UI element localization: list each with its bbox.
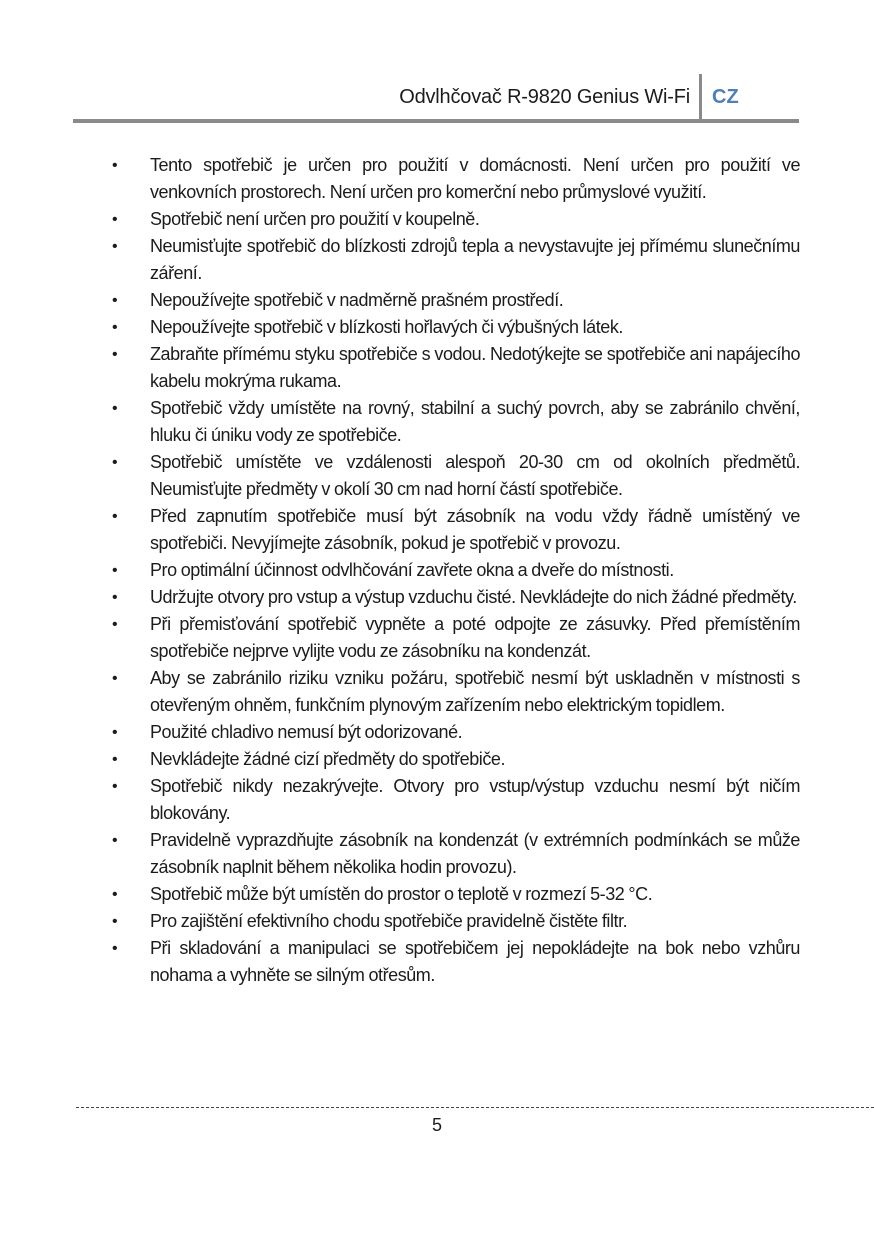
instruction-list (112, 152, 800, 989)
list-item-text: Spotřebič nikdy nezakrývejte. Otvory pro vstup/výstup vzduchu nesmí být ničím blokovány. (150, 776, 800, 823)
bullet-icon: • (112, 319, 118, 336)
list-item (112, 557, 800, 584)
list-item (112, 908, 800, 935)
footer-rule (76, 1107, 874, 1108)
bullet-icon: • (112, 886, 118, 903)
bullet-icon: • (112, 778, 118, 795)
list-item-text: Zabraňte přímému styku spotřebiče s vodou. Nedotýkejte se spotřebiče ani napájecího kabelu mokrýma rukama. (150, 344, 800, 391)
bullet-icon: • (112, 670, 118, 687)
list-item-text: Pro optimální účinnost odvlhčování zavřete okna a dveře do místnosti. (150, 560, 674, 580)
list-item-text: Při skladování a manipulaci se spotřebičem jej nepokládejte na bok nebo vzhůru nohama a vyhněte se silným otřesům. (150, 938, 800, 985)
list-item-text: Spotřebič vždy umístěte na rovný, stabilní a suchý povrch, aby se zabránilo chvění, hluku či úniku vody ze spotřebiče. (150, 398, 800, 445)
list-item-text: Před zapnutím spotřebiče musí být zásobník na vodu vždy řádně umístěný ve spotřebiči. Nevyjímejte zásobník, pokud je spotřebič v provozu. (150, 506, 800, 553)
safety-instructions (112, 152, 800, 989)
bullet-icon: • (112, 616, 118, 633)
document-title: Odvlhčovač R-9820 Genius Wi-Fi (399, 86, 690, 108)
list-item-text: Nepoužívejte spotřebič v blízkosti hořlavých či výbušných látek. (150, 317, 623, 337)
list-item (112, 719, 800, 746)
bullet-icon: • (112, 508, 118, 525)
list-item (112, 827, 800, 881)
list-item-text: Použité chladivo nemusí být odorizované. (150, 722, 463, 742)
list-item-text: Aby se zabránilo riziku vzniku požáru, spotřebič nesmí být uskladněn v místnosti s otevřeným ohněm, funkčním plynovým zařízením nebo elektrickým topidlem. (150, 668, 800, 715)
list-item-text: Nepoužívejte spotřebič v nadměrně prašném prostředí. (150, 290, 564, 310)
list-item (112, 611, 800, 665)
list-item (112, 287, 800, 314)
list-item (112, 206, 800, 233)
list-item-text: Pro zajištění efektivního chodu spotřebiče pravidelně čistěte filtr. (150, 911, 628, 931)
language-code: CZ (712, 86, 739, 108)
list-item (112, 314, 800, 341)
list-item-text: Spotřebič není určen pro použití v koupelně. (150, 209, 480, 229)
list-item (112, 503, 800, 557)
bullet-icon: • (112, 454, 118, 471)
list-item (112, 233, 800, 287)
list-item-text: Nevkládejte žádné cizí předměty do spotřebiče. (150, 749, 506, 769)
bullet-icon: • (112, 400, 118, 417)
bullet-icon: • (112, 832, 118, 849)
bullet-icon: • (112, 913, 118, 930)
bullet-icon: • (112, 346, 118, 363)
list-item-text: Pravidelně vyprazdňujte zásobník na kondenzát (v extrémních podmínkách se může zásobník naplnit během několika hodin provozu). (150, 830, 800, 877)
header-separator (699, 74, 702, 120)
list-item-text: Udržujte otvory pro vstup a výstup vzduchu čisté. Nevkládejte do nich žádné předměty. (150, 587, 797, 607)
list-item (112, 935, 800, 989)
header-rule (73, 119, 799, 123)
list-item-text: Tento spotřebič je určen pro použití v domácnosti. Není určen pro použití ve venkovních prostorech. Není určen pro komerční nebo průmyslové využití. (150, 155, 800, 202)
list-item (112, 773, 800, 827)
list-item-text: Spotřebič může být umístěn do prostor o teplotě v rozmezí 5-32 °C. (150, 884, 653, 904)
bullet-icon: • (112, 211, 118, 228)
list-item (112, 746, 800, 773)
bullet-icon: • (112, 562, 118, 579)
bullet-icon: • (112, 157, 118, 174)
bullet-icon: • (112, 292, 118, 309)
bullet-icon: • (112, 724, 118, 741)
list-item (112, 152, 800, 206)
list-item-text: Při přemisťování spotřebič vypněte a poté odpojte ze zásuvky. Před přemístěním spotřebiče nejprve vylijte vodu ze zásobníku na kondenzát. (150, 614, 800, 661)
page-number: 5 (431, 1115, 442, 1135)
list-item (112, 881, 800, 908)
list-item (112, 341, 800, 395)
list-item (112, 395, 800, 449)
bullet-icon: • (112, 751, 118, 768)
bullet-icon: • (112, 940, 118, 957)
list-item (112, 665, 800, 719)
bullet-icon: • (112, 238, 118, 255)
bullet-icon: • (112, 589, 118, 606)
list-item-text: Spotřebič umístěte ve vzdálenosti alespoň 20-30 cm od okolních předmětů. Neumisťujte předměty v okolí 30 cm nad horní částí spotřebiče. (150, 452, 800, 499)
list-item (112, 449, 800, 503)
list-item (112, 584, 800, 611)
list-item-text: Neumisťujte spotřebič do blízkosti zdrojů tepla a nevystavujte jej přímému slunečnímu záření. (150, 236, 800, 283)
